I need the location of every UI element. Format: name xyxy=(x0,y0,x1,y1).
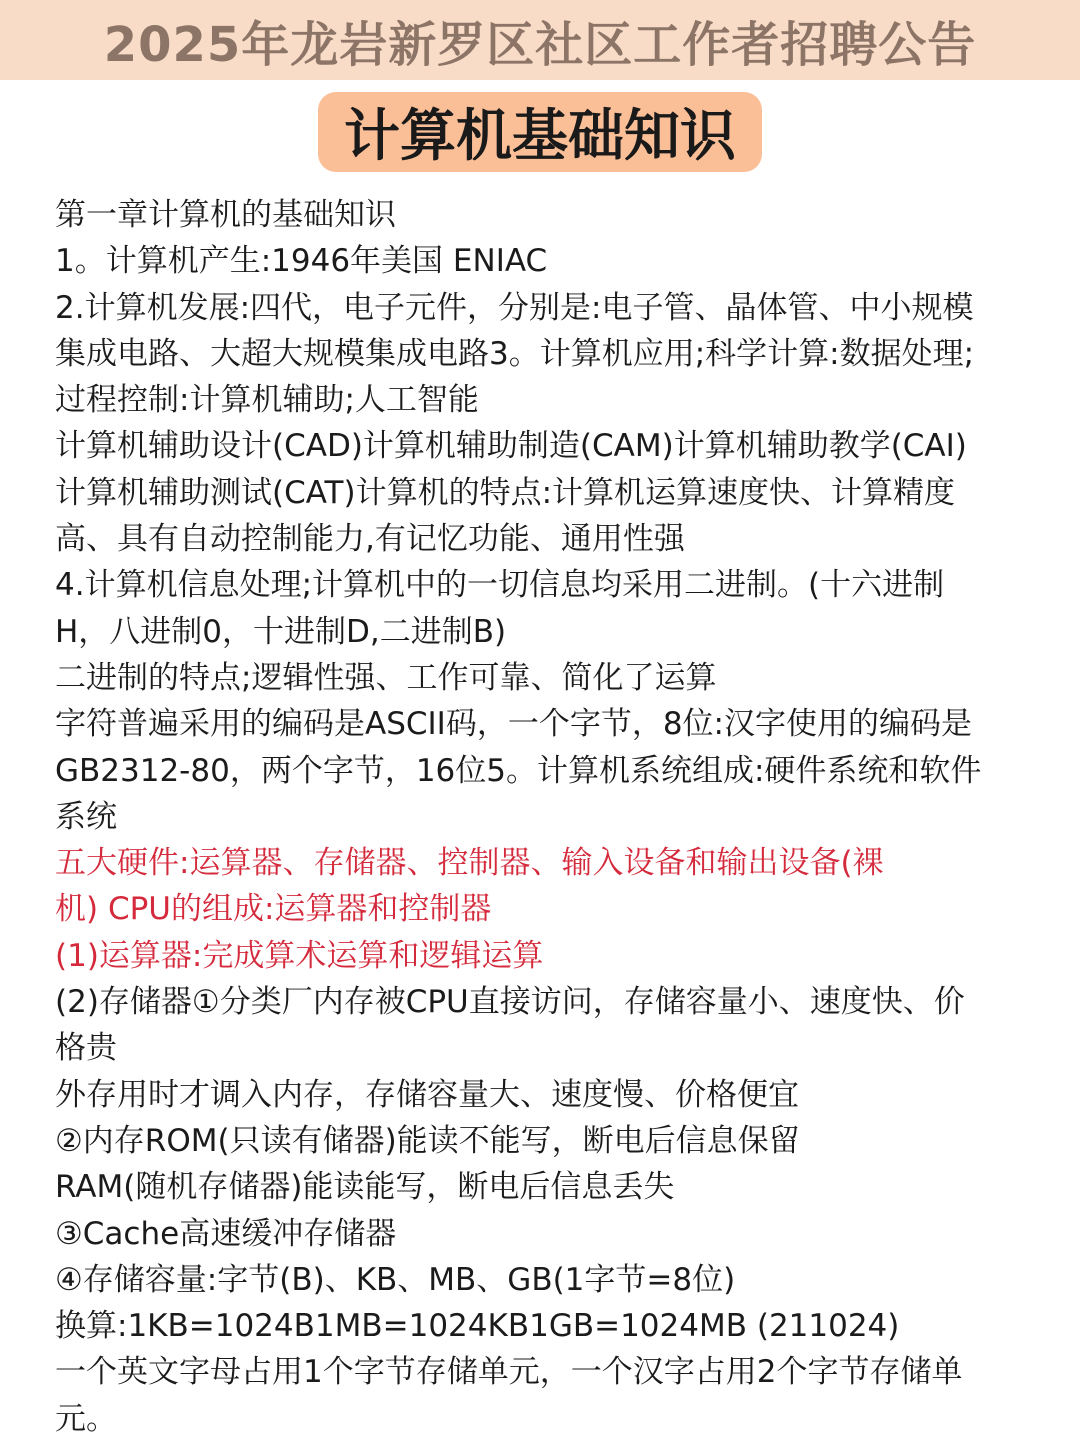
text-line: RAM(随机存储器)能读能写，断电后信息丢失 xyxy=(55,1169,675,1206)
text-line: 二进制的特点;逻辑性强、工作可靠、简化了运算 xyxy=(55,659,717,696)
highlighted-text-line: (1)运算器:完成算术运算和逻辑运算 xyxy=(55,937,544,974)
highlighted-text-line: 机) CPU的组成:运算器和控制器 xyxy=(55,891,492,928)
subtitle-wrapper xyxy=(0,92,1080,172)
text-line: 2.计算机发展:四代，电子元件，分别是:电子管、晶体管、中小规模 xyxy=(55,289,974,326)
text-line: 格贵 xyxy=(55,1030,117,1067)
text-line: 计算机辅助设计(CAD)计算机辅助制造(CAM)计算机辅助教学(CAI) xyxy=(55,428,967,465)
subtitle-badge: 计算机基础知识 xyxy=(318,92,762,172)
text-line: 换算:1KB=1024B1MB=1024KB1GB=1024MB (211024) xyxy=(55,1308,900,1345)
text-line: 4.计算机信息处理;计算机中的一切信息均采用二进制。(十六进制 xyxy=(55,567,945,604)
text-line: 外存用时才调入内存，存储容量大、速度慢、价格便宜 xyxy=(55,1076,799,1113)
text-line: ④存储容量:字节(B)、KB、MB、GB(1字节=8位) xyxy=(55,1261,736,1298)
text-line: H，八进制0，十进制D,二进制B) xyxy=(55,613,507,650)
text-line: 计算机辅助测试(CAT)计算机的特点:计算机运算速度快、计算精度 xyxy=(55,474,956,511)
text-line: ③Cache高速缓冲存储器 xyxy=(55,1215,397,1252)
chapter-heading: 第一章计算机的基础知识 xyxy=(55,197,396,233)
text-line: 元。 xyxy=(55,1400,117,1437)
text-line: (2)存储器①分类厂内存被CPU直接访问，存储容量小、速度快、价 xyxy=(55,984,965,1021)
text-line: GB2312-80，两个字节，16位5。计算机系统组成:硬件系统和软件 xyxy=(55,752,982,789)
text-line: 过程控制:计算机辅助;人工智能 xyxy=(55,382,479,419)
text-line: 高、具有自动控制能力,有记忆功能、通用性强 xyxy=(55,521,685,558)
article-body xyxy=(55,192,1045,1442)
text-line: ②内存ROM(只读有储器)能读不能写，断电后信息保留 xyxy=(55,1122,800,1159)
highlighted-text-line: 五大硬件:运算器、存储器、控制器、输入设备和输出设备(裸 xyxy=(55,845,884,882)
text-line: 字符普遍采用的编码是ASCII码，一个字节，8位:汉字使用的编码是 xyxy=(55,706,972,743)
text-line: 集成电路、大超大规模集成电路3。计算机应用;科学计算:数据处理; xyxy=(55,335,975,372)
header-banner xyxy=(0,0,1080,80)
text-line: 1。计算机产生:1946年美国 ENIAC xyxy=(55,243,548,280)
text-line: 系统 xyxy=(55,798,117,835)
text-line: 一个英文字母占用1个字节存储单元，一个汉字占用2个字节存储单 xyxy=(55,1354,963,1391)
banner-title: 2025年龙岩新罗区社区工作者招聘公告 xyxy=(103,16,977,73)
